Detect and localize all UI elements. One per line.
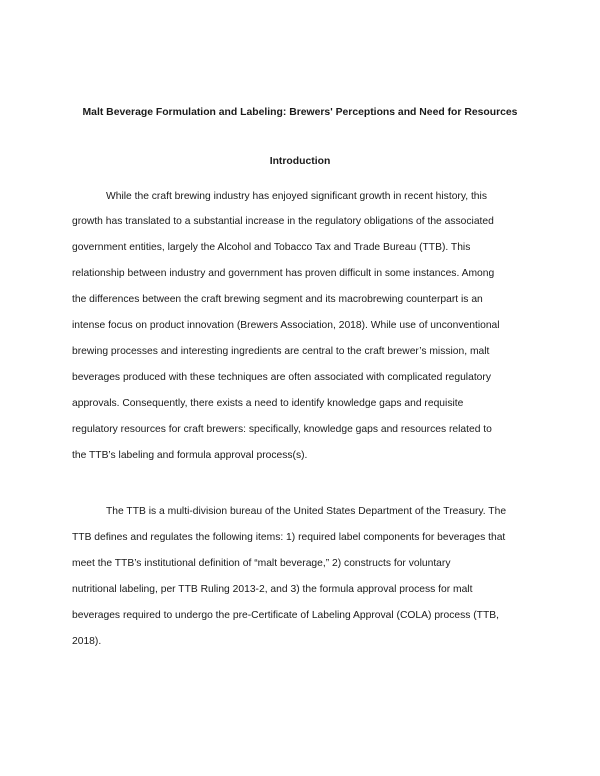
paragraph-line: beverages required to undergo the pre-Certificate of Labeling Approval (COLA) process (TTB,: [72, 610, 499, 621]
paragraph-line: While the craft brewing industry has enjoyed significant growth in recent history, this: [106, 191, 487, 202]
paragraph-line: the differences between the craft brewing segment and its macrobrewing counterpart is an: [72, 294, 483, 305]
paragraph-line: relationship between industry and government has proven difficult in some instances. Among: [72, 268, 495, 279]
paragraph-line: brewing processes and interesting ingredients are central to the craft brewer’s mission, malt: [72, 346, 490, 357]
paragraph-line: 2018).: [72, 636, 102, 647]
paragraph-line: intense focus on product innovation (Brewers Association, 2018). While use of unconventional: [72, 320, 500, 331]
paragraph-line: The TTB is a multi-division bureau of the United States Department of the Treasury. The: [106, 506, 507, 517]
section-heading: Introduction: [269, 156, 331, 167]
paragraph-line: nutritional labeling, per TTB Ruling 2013-2, and 3) the formula approval process for malt: [72, 584, 473, 595]
paragraph-line: government entities, largely the Alcohol and Tobacco Tax and Trade Bureau (TTB). This: [72, 242, 471, 253]
paragraph-line: meet the TTB’s institutional definition of “malt beverage,” 2) constructs for voluntary: [72, 558, 451, 569]
paragraph-line: TTB defines and regulates the following items: 1) required label components for beverages that: [72, 532, 506, 543]
paragraph-line: growth has translated to a substantial increase in the regulatory obligations of the associated: [72, 216, 494, 227]
paragraph-line: approvals. Consequently, there exists a need to identify knowledge gaps and requisite: [72, 398, 464, 409]
document-title: Malt Beverage Formulation and Labeling: Brewers' Perceptions and Need for Resources: [82, 107, 518, 118]
paragraph-line: beverages produced with these techniques are often associated with complicated regulatory: [72, 372, 491, 383]
paragraph-line: the TTB’s labeling and formula approval process(s).: [72, 450, 308, 461]
paragraph-line: regulatory resources for craft brewers: specifically, knowledge gaps and resources related to: [72, 424, 492, 435]
